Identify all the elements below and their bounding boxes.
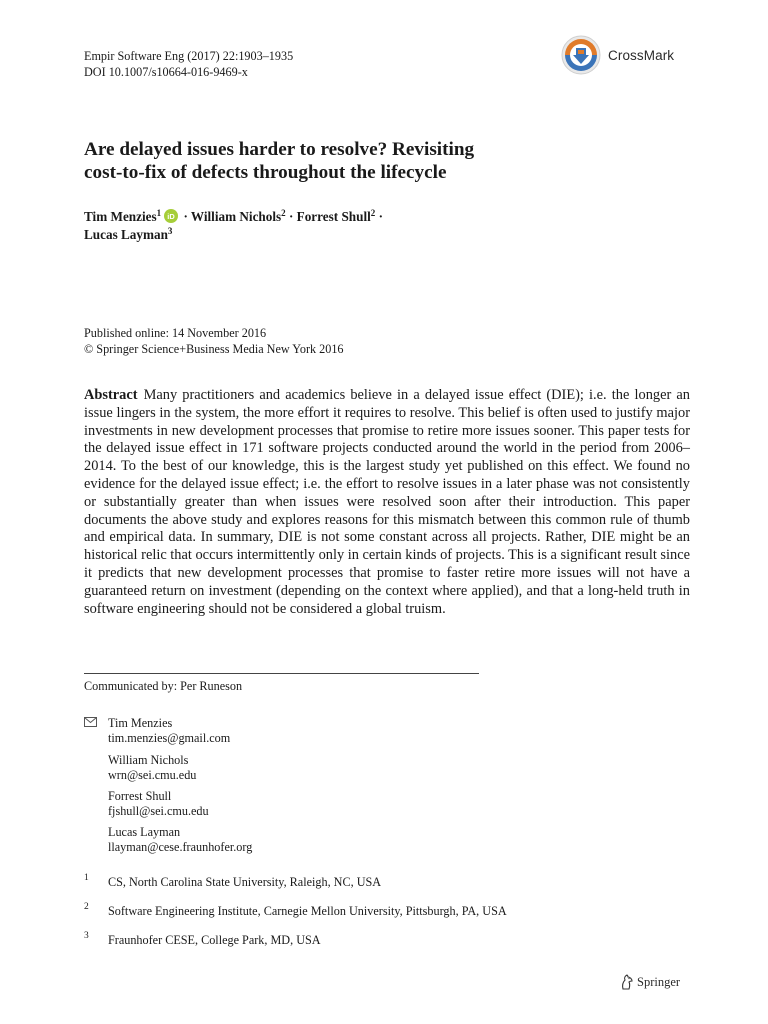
- author-line-1: [84, 208, 383, 226]
- author-name: Tim Menzies: [84, 209, 157, 224]
- copyright: © Springer Science+Business Media New York 2016: [84, 342, 344, 356]
- title-line-2: cost-to-fix of defects throughout the lifecycle: [84, 162, 447, 183]
- author-name: Forrest Shull: [296, 209, 371, 224]
- springer-label: Springer: [637, 974, 681, 989]
- contact-entry: [108, 753, 196, 783]
- affiliation-number: 3: [84, 931, 89, 941]
- abstract-label: Abstract: [84, 387, 138, 403]
- affiliation-number: 1: [84, 873, 89, 883]
- contact-entry: [108, 825, 252, 855]
- author-name: Lucas Layman: [84, 227, 168, 242]
- affiliation-number: 2: [84, 902, 89, 912]
- crossmark-label: CrossMark: [608, 47, 675, 63]
- publication-info: [84, 325, 344, 357]
- abstract-text: Many practitioners and academics believe in a delayed issue effect (DIE); i.e. the longer an issue lingers in the system, the more effort it requires to resolve. This belief is often used to justify major investments in new development processes that promise to retire more issues sooner. This paper tests for the delayed issue effect in 171 software projects conducted around the world in the period from 2006–2014. To the best of our knowledge, this is the largest study yet published on this effect. We found no evidence for the delayed issue effect; i.e. the effort to resolve issues in a later phase was not consistently or substantially greater than when issues were resolved soon after their introduction. This paper documents the above study and explores reasons for this mismatch between this common rule of thumb and empirical data. In summary, DIE is not some constant across all projects. Rather, DIE might be an historical relic that occurs intermittently only in certain kinds of projects. This is a significant result since it predicts that new development processes that promise to faster retire more issues will not have a guaranteed return on investment (depending on the context where applied), and that a long-held truth in software engineering should not be considered a global truism.: [84, 387, 690, 617]
- author-affiliation-marker: 2: [281, 208, 286, 218]
- author-separator: ·: [183, 209, 188, 224]
- contact-name: Forrest Shull: [108, 789, 172, 803]
- contact-name: Tim Menzies: [108, 716, 173, 730]
- author-name: William Nichols: [190, 209, 282, 224]
- affiliation-text: Software Engineering Institute, Carnegie Mellon University, Pittsburgh, PA, USA: [108, 904, 507, 918]
- contact-name: Lucas Layman: [108, 825, 181, 839]
- affiliation-text: Fraunhofer CESE, College Park, MD, USA: [108, 933, 321, 947]
- published-online: Published online: 14 November 2016: [84, 326, 267, 340]
- paper-title: [84, 138, 604, 184]
- author-separator: ·: [288, 209, 294, 224]
- author-line-2: [84, 226, 383, 244]
- author-affiliation-marker: 1: [156, 208, 162, 218]
- contact-email[interactable]: llayman@cese.fraunhofer.org: [108, 840, 253, 854]
- journal-citation: Empir Software Eng (2017) 22:1903–1935: [84, 49, 294, 63]
- author-affiliation-marker: 2: [370, 208, 376, 218]
- author-affiliation-marker: 3: [167, 226, 173, 236]
- crossmark-icon: [561, 35, 601, 75]
- affiliation-text: CS, North Carolina State University, Raleigh, NC, USA: [108, 875, 382, 889]
- contact-entry: [108, 789, 209, 819]
- envelope-icon: [84, 717, 97, 727]
- contact-email[interactable]: fjshull@sei.cmu.edu: [108, 804, 209, 818]
- contact-entry: [108, 716, 230, 746]
- contact-name: William Nichols: [108, 753, 189, 767]
- springer-logo: [620, 974, 680, 990]
- footnote-divider: [84, 673, 479, 674]
- abstract: [84, 387, 690, 618]
- springer-horse-icon: [620, 974, 634, 990]
- crossmark-badge[interactable]: [561, 32, 691, 78]
- author-list: [84, 208, 383, 244]
- contact-email[interactable]: wrn@sei.cmu.edu: [108, 768, 197, 782]
- orcid-icon[interactable]: [164, 209, 178, 223]
- doi[interactable]: DOI 10.1007/s10664-016-9469-x: [84, 65, 248, 79]
- svg-text:iD: iD: [167, 211, 175, 221]
- author-separator: ·: [378, 209, 383, 224]
- contact-email[interactable]: tim.menzies@gmail.com: [108, 731, 231, 745]
- communicated-by: Communicated by: Per Runeson: [84, 679, 243, 693]
- title-line-1: Are delayed issues harder to resolve? Revisiting: [84, 139, 475, 160]
